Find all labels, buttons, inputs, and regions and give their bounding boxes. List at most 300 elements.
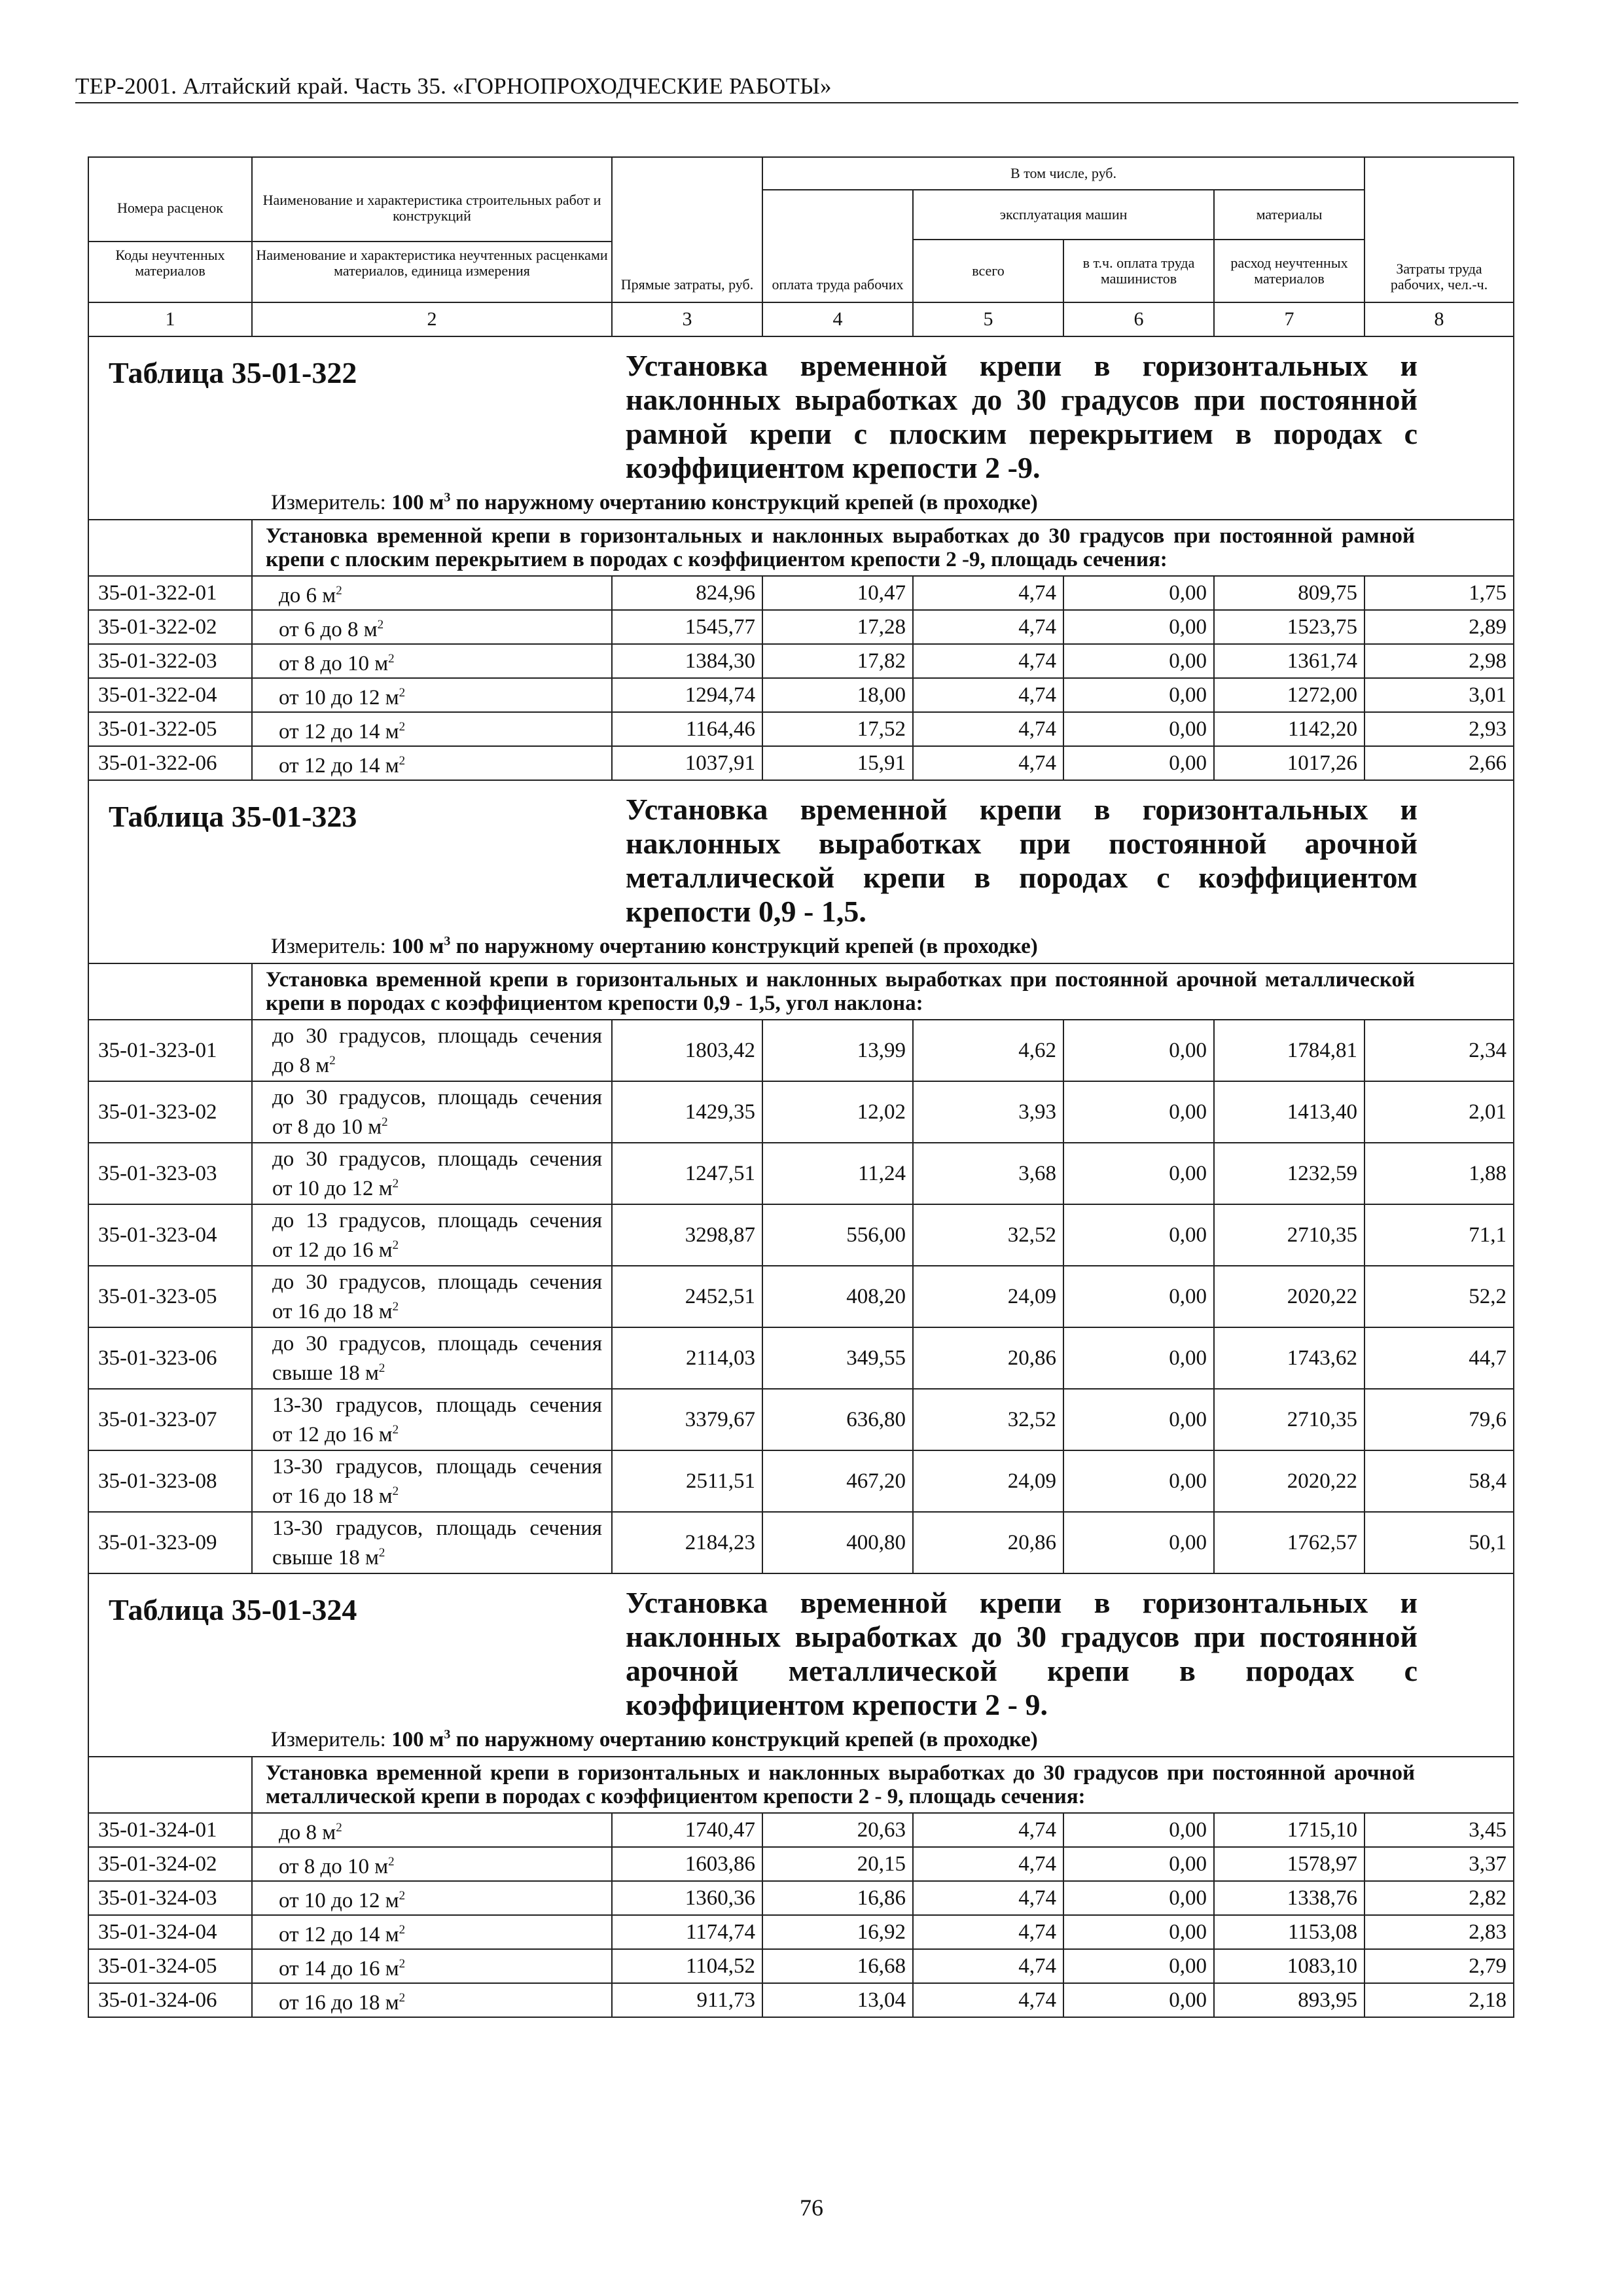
page-number: 76 xyxy=(800,2195,823,2221)
value-cost: 71,1 xyxy=(1364,1204,1514,1266)
value-labor: 556,00 xyxy=(762,1204,913,1266)
rate-name: 13-30 градусов, площадь сечения от 16 до 18 м xyxy=(272,1454,602,1508)
rate-unit-exponent: 2 xyxy=(399,1888,406,1903)
value-mat: 893,95 xyxy=(1214,1983,1364,2017)
table-row xyxy=(88,1020,1514,1081)
value-machinists: 0,00 xyxy=(1063,1450,1214,1512)
value-cost: 2,89 xyxy=(1364,610,1514,644)
rate-unit-exponent: 2 xyxy=(388,1854,395,1869)
value-direct: 2452,51 xyxy=(612,1266,762,1327)
header-in-total: В том числе, руб. xyxy=(762,157,1364,190)
value-labor: 12,02 xyxy=(762,1081,913,1143)
value-direct: 2114,03 xyxy=(612,1327,762,1389)
value-labor: 11,24 xyxy=(762,1143,913,1204)
measure-value-group xyxy=(391,491,1038,514)
rate-unit-exponent: 2 xyxy=(392,1176,399,1191)
rate-code: 35-01-322-06 xyxy=(88,746,252,780)
table-title: Установка временной крепи в горизонтальных и наклонных выработках до 30 градусов при постоянной рамной крепи с плоским перекрытием в породах с коэффициентом крепости 2 -9. xyxy=(626,349,1418,484)
rate-name: от 6 до 8 м xyxy=(279,617,378,641)
measure-line xyxy=(109,1727,1487,1752)
value-mach: 20,86 xyxy=(913,1327,1063,1389)
rate-name: от 12 до 14 м xyxy=(279,753,399,778)
rate-code: 35-01-323-03 xyxy=(88,1143,252,1204)
rate-name: до 30 градусов, площадь сечения от 10 до 12 м xyxy=(272,1147,602,1200)
rate-name-cell xyxy=(252,1983,612,2017)
value-labor: 20,15 xyxy=(762,1847,913,1881)
col-number: 8 xyxy=(1364,302,1514,336)
table-row xyxy=(88,644,1514,678)
rate-name-cell xyxy=(252,1143,612,1204)
value-labor: 636,80 xyxy=(762,1389,913,1450)
header-materials: материалы xyxy=(1214,190,1364,240)
value-machinists: 0,00 xyxy=(1063,610,1214,644)
value-machinists: 0,00 xyxy=(1063,1915,1214,1949)
table-row xyxy=(88,1450,1514,1512)
value-direct: 1294,74 xyxy=(612,678,762,712)
value-direct: 1803,42 xyxy=(612,1020,762,1081)
value-mat: 809,75 xyxy=(1214,576,1364,610)
col-number: 7 xyxy=(1214,302,1364,336)
group-description: Установка временной крепи в горизонтальных и наклонных выработках до 30 градусов при постоянной арочной металлической крепи в породах с коэффициентом крепости 2 - 9, площадь сечения: xyxy=(252,1757,1514,1813)
table-row xyxy=(88,1143,1514,1204)
value-mat: 1272,00 xyxy=(1214,678,1364,712)
measure-label: Измеритель: xyxy=(271,491,386,514)
value-labor: 10,47 xyxy=(762,576,913,610)
rate-name-cell xyxy=(252,1389,612,1450)
value-mat: 1715,10 xyxy=(1214,1813,1364,1847)
measure-label: Измеритель: xyxy=(271,935,386,958)
rate-name-cell xyxy=(252,1020,612,1081)
value-labor: 18,00 xyxy=(762,678,913,712)
table-number: Таблица 35-01-322 xyxy=(109,356,357,389)
rate-unit-exponent: 2 xyxy=(388,651,395,666)
rates-table xyxy=(88,156,1514,2018)
rate-name-cell xyxy=(252,1327,612,1389)
value-mach: 24,09 xyxy=(913,1266,1063,1327)
value-direct: 1740,47 xyxy=(612,1813,762,1847)
value-direct: 1037,91 xyxy=(612,746,762,780)
rate-code: 35-01-323-09 xyxy=(88,1512,252,1573)
value-machinists: 0,00 xyxy=(1063,1081,1214,1143)
rate-unit-exponent: 2 xyxy=(392,1299,399,1314)
col-number: 4 xyxy=(762,302,913,336)
measure-description: по наружному очертанию конструкций крепей (в проходке) xyxy=(455,491,1038,514)
value-mat: 1361,74 xyxy=(1214,644,1364,678)
value-labor: 13,04 xyxy=(762,1983,913,2017)
table-title-cell xyxy=(88,1573,1514,1757)
value-labor: 13,99 xyxy=(762,1020,913,1081)
table-row xyxy=(88,1389,1514,1450)
value-mach: 4,74 xyxy=(913,576,1063,610)
value-mat: 1784,81 xyxy=(1214,1020,1364,1081)
table-row xyxy=(88,746,1514,780)
value-direct: 1104,52 xyxy=(612,1949,762,1983)
value-mat: 2020,22 xyxy=(1214,1450,1364,1512)
value-mat: 1083,10 xyxy=(1214,1949,1364,1983)
header-code-label: Номера расценок xyxy=(117,200,223,216)
value-cost: 2,98 xyxy=(1364,644,1514,678)
value-labor: 467,20 xyxy=(762,1450,913,1512)
sections xyxy=(88,336,1514,2017)
rate-unit-exponent: 2 xyxy=(378,1361,385,1375)
value-cost: 2,18 xyxy=(1364,1983,1514,2017)
table-row xyxy=(88,1204,1514,1266)
rate-name: до 30 градусов, площадь сечения от 8 до 10 м xyxy=(272,1085,602,1139)
measure-description: по наружному очертанию конструкций крепей (в проходке) xyxy=(455,935,1038,958)
rate-name-cell xyxy=(252,1813,612,1847)
rate-code: 35-01-324-06 xyxy=(88,1983,252,2017)
rate-unit-exponent: 2 xyxy=(399,719,406,734)
value-direct: 3379,67 xyxy=(612,1389,762,1450)
rate-code: 35-01-323-07 xyxy=(88,1389,252,1450)
header-labor-cost: Затраты труда рабочих, чел.-ч. xyxy=(1364,157,1514,302)
value-mach: 4,74 xyxy=(913,610,1063,644)
value-mach: 4,74 xyxy=(913,1949,1063,1983)
rate-code: 35-01-322-02 xyxy=(88,610,252,644)
value-mat: 1743,62 xyxy=(1214,1327,1364,1389)
value-cost: 3,37 xyxy=(1364,1847,1514,1881)
table-row xyxy=(88,1847,1514,1881)
rate-name: 13-30 градусов, площадь сечения свыше 18 м xyxy=(272,1516,602,1570)
rate-unit-exponent: 2 xyxy=(336,1820,342,1835)
group-description-row xyxy=(88,520,1514,576)
table-row xyxy=(88,1266,1514,1327)
rate-name-cell xyxy=(252,746,612,780)
header-name-label: Наименование и характеристика строительных работ и конструкций xyxy=(262,192,601,224)
table-number: Таблица 35-01-323 xyxy=(109,800,357,833)
value-machinists: 0,00 xyxy=(1063,678,1214,712)
value-cost: 1,75 xyxy=(1364,576,1514,610)
rate-code: 35-01-324-03 xyxy=(88,1881,252,1915)
table-title: Установка временной крепи в горизонтальных и наклонных выработках до 30 градусов при постоянной арочной металлической крепи в породах с коэффициентом крепости 2 - 9. xyxy=(626,1586,1418,1721)
rate-code: 35-01-323-02 xyxy=(88,1081,252,1143)
value-mat: 1578,97 xyxy=(1214,1847,1364,1881)
value-labor: 17,28 xyxy=(762,610,913,644)
value-direct: 911,73 xyxy=(612,1983,762,2017)
table-row xyxy=(88,1949,1514,1983)
value-labor: 400,80 xyxy=(762,1512,913,1573)
table-row xyxy=(88,1327,1514,1389)
rate-name: до 30 градусов, площадь сечения свыше 18 м xyxy=(272,1331,602,1385)
table-row xyxy=(88,1881,1514,1915)
col-number: 1 xyxy=(88,302,252,336)
rate-unit-exponent: 2 xyxy=(399,1956,406,1971)
measure-value: 100 м xyxy=(391,935,444,958)
value-mat: 1762,57 xyxy=(1214,1512,1364,1573)
value-mat: 1153,08 xyxy=(1214,1915,1364,1949)
value-cost: 1,88 xyxy=(1364,1143,1514,1204)
rate-code: 35-01-324-02 xyxy=(88,1847,252,1881)
value-direct: 1429,35 xyxy=(612,1081,762,1143)
table-section-header xyxy=(88,780,1514,963)
value-machinists: 0,00 xyxy=(1063,712,1214,746)
value-direct: 1174,74 xyxy=(612,1915,762,1949)
rate-name-cell xyxy=(252,1450,612,1512)
rate-unit-exponent: 2 xyxy=(382,1115,388,1129)
value-machinists: 0,00 xyxy=(1063,576,1214,610)
table-row xyxy=(88,1813,1514,1847)
header-machines-total: всего xyxy=(913,240,1063,302)
table-row xyxy=(88,1915,1514,1949)
value-direct: 1384,30 xyxy=(612,644,762,678)
rate-code: 35-01-322-03 xyxy=(88,644,252,678)
table-title: Установка временной крепи в горизонтальных и наклонных выработках при постоянной арочной металлической крепи в породах с коэффициентом крепости 0,9 - 1,5. xyxy=(626,793,1418,928)
value-cost: 2,82 xyxy=(1364,1881,1514,1915)
rate-name: до 6 м xyxy=(279,583,336,607)
value-machinists: 0,00 xyxy=(1063,1949,1214,1983)
value-mat: 1338,76 xyxy=(1214,1881,1364,1915)
group-description-row xyxy=(88,963,1514,1020)
table-row xyxy=(88,678,1514,712)
rate-name: от 8 до 10 м xyxy=(279,1854,389,1878)
value-cost: 2,93 xyxy=(1364,712,1514,746)
rate-unit-exponent: 2 xyxy=(399,1990,406,2005)
rate-name: от 14 до 16 м xyxy=(279,1956,399,1981)
running-head: ТЕР-2001. Алтайский край. Часть 35. «ГОРНОПРОХОДЧЕСКИЕ РАБОТЫ» xyxy=(75,73,1518,103)
measure-line xyxy=(109,934,1487,959)
rate-code: 35-01-324-01 xyxy=(88,1813,252,1847)
table-row xyxy=(88,610,1514,644)
value-machinists: 0,00 xyxy=(1063,1143,1214,1204)
table-title-cell xyxy=(88,780,1514,963)
rate-code: 35-01-324-04 xyxy=(88,1915,252,1949)
rate-unit-exponent: 2 xyxy=(377,617,384,632)
value-cost: 52,2 xyxy=(1364,1266,1514,1327)
measure-value-group xyxy=(391,1728,1038,1751)
value-cost: 79,6 xyxy=(1364,1389,1514,1450)
value-cost: 50,1 xyxy=(1364,1512,1514,1573)
value-cost: 3,45 xyxy=(1364,1813,1514,1847)
value-mach: 4,74 xyxy=(913,1983,1063,2017)
measure-exponent: 3 xyxy=(444,1727,451,1742)
rate-name: до 8 м xyxy=(279,1820,336,1844)
rate-name-cell xyxy=(252,610,612,644)
value-mach: 4,74 xyxy=(913,644,1063,678)
measure-exponent: 3 xyxy=(444,934,451,948)
value-cost: 58,4 xyxy=(1364,1450,1514,1512)
group-description: Установка временной крепи в горизонтальных и наклонных выработках при постоянной арочной металлической крепи в породах с коэффициентом крепости 0,9 - 1,5, угол наклона: xyxy=(252,963,1514,1020)
title-block xyxy=(109,793,1487,929)
header-direct: Прямые затраты, руб. xyxy=(612,157,762,302)
rate-code: 35-01-323-01 xyxy=(88,1020,252,1081)
value-labor: 16,86 xyxy=(762,1881,913,1915)
value-cost: 2,79 xyxy=(1364,1949,1514,1983)
value-mach: 4,74 xyxy=(913,1915,1063,1949)
rate-unit-exponent: 2 xyxy=(392,1484,399,1498)
value-mach: 32,52 xyxy=(913,1204,1063,1266)
table-row xyxy=(88,712,1514,746)
rate-code: 35-01-323-06 xyxy=(88,1327,252,1389)
measure-description: по наружному очертанию конструкций крепей (в проходке) xyxy=(455,1728,1038,1751)
value-mat: 1413,40 xyxy=(1214,1081,1364,1143)
value-mach: 24,09 xyxy=(913,1450,1063,1512)
value-direct: 1164,46 xyxy=(612,712,762,746)
value-labor: 408,20 xyxy=(762,1266,913,1327)
rate-unit-exponent: 2 xyxy=(399,685,406,700)
value-mach: 4,74 xyxy=(913,746,1063,780)
header-machines: эксплуатация машин xyxy=(913,190,1214,240)
value-machinists: 0,00 xyxy=(1063,1983,1214,2017)
rate-name-cell xyxy=(252,1204,612,1266)
rate-name-cell xyxy=(252,712,612,746)
table-title-cell xyxy=(88,336,1514,520)
table-section-header xyxy=(88,1573,1514,1757)
value-cost: 3,01 xyxy=(1364,678,1514,712)
value-labor: 17,52 xyxy=(762,712,913,746)
value-labor: 20,63 xyxy=(762,1813,913,1847)
value-machinists: 0,00 xyxy=(1063,1327,1214,1389)
value-machinists: 0,00 xyxy=(1063,1020,1214,1081)
value-mach: 4,74 xyxy=(913,1813,1063,1847)
rate-unit-exponent: 2 xyxy=(392,1238,399,1252)
value-mach: 4,74 xyxy=(913,1881,1063,1915)
rate-name-cell xyxy=(252,1081,612,1143)
rate-name: от 12 до 14 м xyxy=(279,1922,399,1946)
header-names-unaccounted: Наименование и характеристика неучтенных расценками материалов, единица измерения xyxy=(253,241,611,284)
rate-code: 35-01-322-01 xyxy=(88,576,252,610)
group-description: Установка временной крепи в горизонтальных и наклонных выработках до 30 градусов при постоянной рамной крепи с плоским перекрытием в породах с коэффициентом крепости 2 -9, площадь сечения: xyxy=(252,520,1514,576)
value-labor: 349,55 xyxy=(762,1327,913,1389)
col-number: 5 xyxy=(913,302,1063,336)
value-mach: 4,74 xyxy=(913,678,1063,712)
rate-name-cell xyxy=(252,1266,612,1327)
table-number: Таблица 35-01-324 xyxy=(109,1593,357,1626)
rate-name: от 10 до 12 м xyxy=(279,1888,399,1912)
rate-code: 35-01-323-04 xyxy=(88,1204,252,1266)
group-spacer xyxy=(88,963,252,1020)
value-direct: 3298,87 xyxy=(612,1204,762,1266)
value-machinists: 0,00 xyxy=(1063,1266,1214,1327)
title-block xyxy=(109,349,1487,485)
table-section-header xyxy=(88,336,1514,520)
rate-name: до 30 градусов, площадь сечения от 16 до 18 м xyxy=(272,1270,602,1323)
rate-unit-exponent: 2 xyxy=(336,583,342,598)
value-mach: 3,93 xyxy=(913,1081,1063,1143)
value-direct: 1247,51 xyxy=(612,1143,762,1204)
value-direct: 1360,36 xyxy=(612,1881,762,1915)
value-direct: 2511,51 xyxy=(612,1450,762,1512)
rate-name: до 13 градусов, площадь сечения от 12 до 16 м xyxy=(272,1208,602,1262)
value-mat: 2710,35 xyxy=(1214,1389,1364,1450)
header-name xyxy=(252,157,612,302)
header-machinists-pay: в т.ч. оплата труда машинистов xyxy=(1063,240,1214,302)
value-machinists: 0,00 xyxy=(1063,644,1214,678)
table-row xyxy=(88,576,1514,610)
rate-name: 13-30 градусов, площадь сечения от 12 до 16 м xyxy=(272,1393,602,1446)
value-machinists: 0,00 xyxy=(1063,746,1214,780)
value-cost: 44,7 xyxy=(1364,1327,1514,1389)
value-labor: 16,68 xyxy=(762,1949,913,1983)
rate-code: 35-01-322-04 xyxy=(88,678,252,712)
rate-name: от 12 до 14 м xyxy=(279,719,399,744)
value-mach: 4,74 xyxy=(913,712,1063,746)
value-mat: 1142,20 xyxy=(1214,712,1364,746)
measure-value: 100 м xyxy=(391,491,444,514)
measure-value-group xyxy=(391,935,1038,958)
value-direct: 1603,86 xyxy=(612,1847,762,1881)
table-row xyxy=(88,1983,1514,2017)
value-labor: 16,92 xyxy=(762,1915,913,1949)
header-labor-pay: оплата труда рабочих xyxy=(762,190,913,302)
rate-unit-exponent: 2 xyxy=(329,1053,336,1067)
rate-code: 35-01-323-08 xyxy=(88,1450,252,1512)
header-unaccounted-materials: расход неучтенных материалов xyxy=(1214,240,1364,302)
measure-value: 100 м xyxy=(391,1728,444,1751)
value-cost: 2,01 xyxy=(1364,1081,1514,1143)
rate-name: от 10 до 12 м xyxy=(279,685,399,709)
measure-label: Измеритель: xyxy=(271,1728,386,1751)
value-machinists: 0,00 xyxy=(1063,1204,1214,1266)
value-mat: 2710,35 xyxy=(1214,1204,1364,1266)
rate-name-cell xyxy=(252,1881,612,1915)
rate-name-cell xyxy=(252,576,612,610)
value-mach: 32,52 xyxy=(913,1389,1063,1450)
rate-name-cell xyxy=(252,1949,612,1983)
value-labor: 17,82 xyxy=(762,644,913,678)
value-mat: 2020,22 xyxy=(1214,1266,1364,1327)
value-direct: 2184,23 xyxy=(612,1512,762,1573)
value-cost: 2,34 xyxy=(1364,1020,1514,1081)
header-column-numbers xyxy=(88,302,1514,336)
rate-code: 35-01-322-05 xyxy=(88,712,252,746)
rate-name-cell xyxy=(252,644,612,678)
header-code xyxy=(88,157,252,302)
rate-code: 35-01-324-05 xyxy=(88,1949,252,1983)
value-mat: 1232,59 xyxy=(1214,1143,1364,1204)
col-number: 3 xyxy=(612,302,762,336)
value-machinists: 0,00 xyxy=(1063,1389,1214,1450)
rate-name-cell xyxy=(252,1915,612,1949)
rate-name-cell xyxy=(252,678,612,712)
col-number: 6 xyxy=(1063,302,1214,336)
table-row xyxy=(88,1512,1514,1573)
rate-name: от 8 до 10 м xyxy=(279,651,389,675)
header-codes-unaccounted: Коды неучтенных материалов xyxy=(89,241,251,284)
value-mat: 1523,75 xyxy=(1214,610,1364,644)
value-mat: 1017,26 xyxy=(1214,746,1364,780)
group-spacer xyxy=(88,1757,252,1813)
table-row xyxy=(88,1081,1514,1143)
rate-unit-exponent: 2 xyxy=(399,1922,406,1937)
measure-exponent: 3 xyxy=(444,490,451,505)
value-cost: 2,66 xyxy=(1364,746,1514,780)
rate-code: 35-01-323-05 xyxy=(88,1266,252,1327)
value-labor: 15,91 xyxy=(762,746,913,780)
value-machinists: 0,00 xyxy=(1063,1847,1214,1881)
value-mach: 3,68 xyxy=(913,1143,1063,1204)
group-description-row xyxy=(88,1757,1514,1813)
value-mach: 4,62 xyxy=(913,1020,1063,1081)
value-direct: 1545,77 xyxy=(612,610,762,644)
rate-name-cell xyxy=(252,1512,612,1573)
rate-unit-exponent: 2 xyxy=(392,1422,399,1437)
measure-line xyxy=(109,490,1487,515)
value-mach: 20,86 xyxy=(913,1512,1063,1573)
col-number: 2 xyxy=(252,302,612,336)
value-cost: 2,83 xyxy=(1364,1915,1514,1949)
rate-name-cell xyxy=(252,1847,612,1881)
value-machinists: 0,00 xyxy=(1063,1512,1214,1573)
value-mach: 4,74 xyxy=(913,1847,1063,1881)
value-direct: 824,96 xyxy=(612,576,762,610)
rate-unit-exponent: 2 xyxy=(399,753,406,768)
title-block xyxy=(109,1586,1487,1722)
value-machinists: 0,00 xyxy=(1063,1813,1214,1847)
value-machinists: 0,00 xyxy=(1063,1881,1214,1915)
rate-unit-exponent: 2 xyxy=(378,1545,385,1560)
rate-name: до 30 градусов, площадь сечения до 8 м xyxy=(272,1024,602,1077)
rate-name: от 16 до 18 м xyxy=(279,1990,399,2015)
